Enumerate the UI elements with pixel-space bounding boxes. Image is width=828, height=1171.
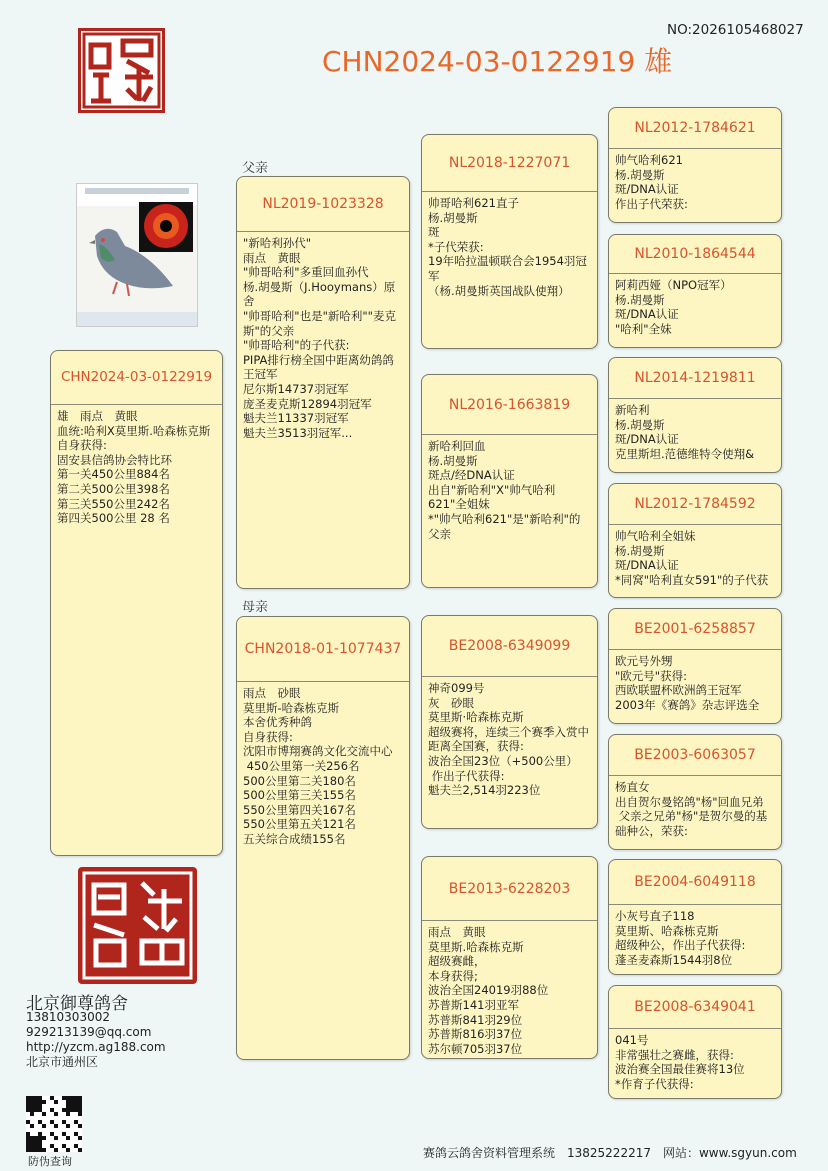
grand-details: 新哈利回血 杨.胡曼斯 斑点/经DNA认证 出自"新哈利"X"帅气哈利621"全姐妹 *"帅气哈利621"是"新哈利"的父亲 (428, 439, 581, 541)
grand-details: 帅哥哈利621直子 杨.胡曼斯 斑 *子代荣获: 19年哈拉温顿联合会1954羽冠军 （杨.胡曼斯英国战队使翔） (428, 196, 587, 298)
seal-icon (81, 31, 162, 110)
ggparent-details: 041号 非常强壮之赛雌，获得: 波治赛全国最佳赛将13位 *作育子代获得: (615, 1033, 745, 1091)
ggparent-details: 小灰号直子118 莫里斯、哈森栋克斯 超级种公，作出子代获得: 蓬圣麦森斯1544羽8位 (615, 909, 746, 967)
ggparent-ring: BE2001-6258857 (609, 609, 781, 650)
document-number: NO:2026105468027 (667, 22, 804, 38)
subject-card (50, 350, 223, 856)
ggparent-details: 新哈利 杨.胡曼斯 斑/DNA认证 克里斯坦.范德维特令使翔& (615, 403, 755, 461)
loft-contact (26, 1010, 166, 1070)
sire-card (236, 176, 410, 589)
page-title: CHN2024-03-0122919 雄 (322, 45, 673, 78)
ggparent-card (608, 608, 782, 724)
grand-ring: BE2013-6228203 (422, 857, 597, 921)
loft-email: 929213139@qq.com (26, 1025, 152, 1039)
subject-ring: CHN2024-03-0122919 (51, 351, 222, 405)
granddam-paternal-card (421, 374, 598, 588)
sire-ring: NL2019-1023328 (237, 177, 409, 232)
granddam-maternal-card (421, 856, 598, 1059)
ggparent-ring: NL2012-1784621 (609, 108, 781, 149)
ggparent-card (608, 985, 782, 1099)
ggparent-card (608, 107, 782, 223)
grand-ring: NL2016-1663819 (422, 375, 597, 435)
ggparent-details: 杨直女 出自贺尔曼铭鸽"杨"回血兄弟 父亲之兄弟"杨"是贺尔曼的基础种公，荣获: (615, 780, 768, 838)
dam-ring: CHN2018-01-1077437 (237, 617, 409, 682)
father-label: 父亲 (242, 161, 269, 176)
pigeon-icon (77, 184, 197, 326)
ggparent-details: 阿莉西娅（NPO冠军） 杨.胡曼斯 斑/DNA认证 "哈利"全妹 (615, 278, 732, 336)
ggparent-card (608, 859, 782, 975)
loft-url[interactable]: http://yzcm.ag188.com (26, 1040, 166, 1054)
ggparent-card (608, 483, 782, 598)
loft-phone: 13810303002 (26, 1010, 110, 1024)
grand-details: 神奇099号 灰 砂眼 莫里斯·哈森栋克斯 超级赛将，连续三个赛季入赏中距离全国赛，获得: 波治全国23位（+500公里） 作出子代获得: 魁夫兰2,514羽223位 (428, 681, 589, 798)
ggparent-ring: BE2008-6349041 (609, 986, 781, 1029)
grand-ring: NL2018-1227071 (422, 135, 597, 192)
grand-details: 雨点 黄眼 莫里斯.哈森栋克斯 超级赛雌， 本身获得; 波治全国24019羽88位 苏普斯141羽亚军 苏普斯841羽29位 苏普斯816羽37位 苏尔顿705羽37位 (428, 925, 549, 1056)
ggparent-ring: NL2010-1864544 (609, 235, 781, 274)
grandsire-maternal-card (421, 615, 598, 829)
ggparent-ring: NL2014-1219811 (609, 358, 781, 399)
ggparent-ring: BE2003-6063057 (609, 735, 781, 776)
ggparent-card (608, 234, 782, 348)
ggparent-card (608, 734, 782, 850)
ggparent-card (608, 357, 782, 473)
mother-label: 母亲 (242, 600, 269, 615)
ggparent-details: 欧元号外甥 "欧元号"获得: 西欧联盟杯欧洲鸽王冠军 2003年《赛鸽》杂志评选全 (615, 654, 760, 712)
dam-card (236, 616, 410, 1060)
pigeon-photo (76, 183, 198, 327)
qr-code[interactable] (26, 1096, 82, 1152)
subject-details: 雄 雨点 黄眼 血统:哈利X莫里斯.哈森栋克斯 自身获得: 固安县信鸽协会特比环 第一关450公里884名 第二关500公里398名 第三关550公里242名 第四关500公里 28 名 (57, 409, 211, 526)
qr-label: 防伪查询 (28, 1155, 72, 1168)
grand-ring: BE2008-6349099 (422, 616, 597, 677)
ggparent-ring: BE2004-6049118 (609, 860, 781, 905)
grandsire-paternal-card (421, 134, 598, 349)
seal-icon (78, 867, 197, 984)
dam-details: 雨点 砂眼 莫里斯-哈森栋克斯 本舍优秀种鸽 自身获得: 沈阳市博翔赛鸽文化交流中心 450公里第一关256名 500公里第二关180名 500公里第三关155名 550公里第四关167名 550公里第五关121名 五关综合成绩155名 (243, 686, 393, 846)
ggparent-ring: NL2012-1784592 (609, 484, 781, 525)
loft-name: 北京御尊鸽舍 (26, 994, 128, 1014)
loft-address: 北京市通州区 (26, 1055, 99, 1069)
ggparent-details: 帅气哈利621 杨.胡曼斯 斑/DNA认证 作出子代荣获: (615, 153, 688, 211)
seal-logo-top (78, 28, 165, 113)
footer-credit: 赛鸽云鸽舍资料管理系统 13825222217 网站：www.sgyun.com (423, 1146, 797, 1160)
seal-logo-bottom (78, 867, 197, 984)
ggparent-details: 帅气哈利全姐妹 杨.胡曼斯 斑/DNA认证 *同窝"哈利直女591"的子代获 (615, 529, 769, 587)
sire-details: "新哈利孙代" 雨点 黄眼 "帅哥哈利"多重回血孙代 杨.胡曼斯（J.Hooymans）原舍 "帅哥哈利"也是"新哈利""麦克斯"的父亲 "帅哥哈利"的子代获: PIPA排行榜全国中距离幼鸽鸽王冠军 尼尔斯14737羽冠军 庞圣麦克斯12894羽冠军 魁夫兰11337羽冠军 魁夫兰3513羽冠军... (243, 236, 396, 440)
